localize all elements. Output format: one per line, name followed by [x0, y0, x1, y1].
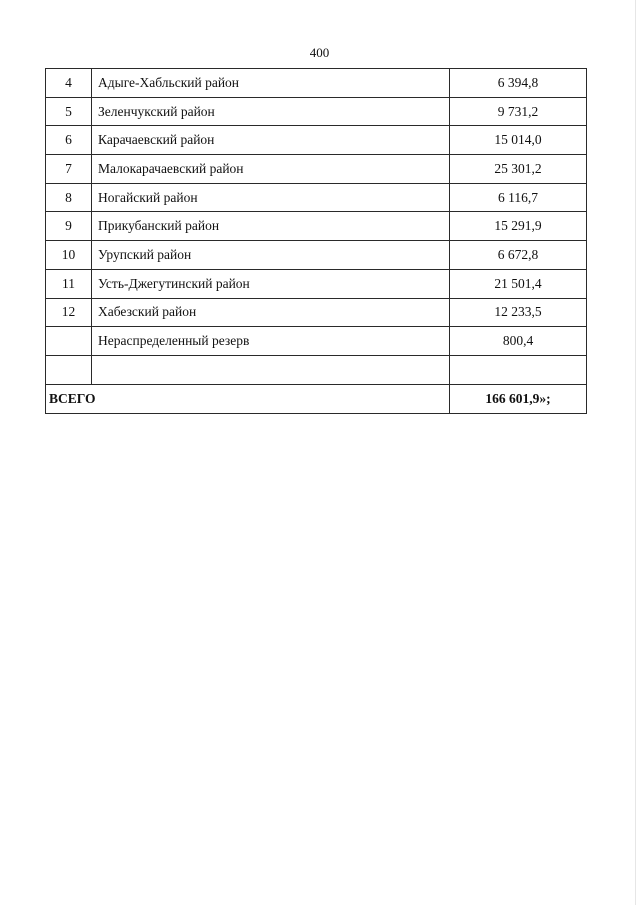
- reserve-name: Нераспределенный резерв: [92, 327, 450, 356]
- amount-value: 12 233,5: [450, 298, 587, 327]
- district-allocation-table: [45, 68, 587, 414]
- table-row: [46, 212, 587, 241]
- total-value: 166 601,9»;: [450, 384, 587, 414]
- table-row: [46, 126, 587, 155]
- table-row: [46, 97, 587, 126]
- district-name: Малокарачаевский район: [92, 155, 450, 184]
- table-row: [46, 327, 587, 356]
- row-number: 7: [46, 155, 92, 184]
- amount-value: 15 291,9: [450, 212, 587, 241]
- amount-value: 9 731,2: [450, 97, 587, 126]
- district-name: Урупский район: [92, 241, 450, 270]
- district-name: Усть-Джегутинский район: [92, 269, 450, 298]
- table-row: [46, 69, 587, 98]
- row-number: 11: [46, 269, 92, 298]
- amount-value: 6 394,8: [450, 69, 587, 98]
- district-name: Прикубанский район: [92, 212, 450, 241]
- page-number: 400: [309, 45, 330, 60]
- amount-value: 6 672,8: [450, 241, 587, 270]
- reserve-value: 800,4: [450, 327, 587, 356]
- row-number: 5: [46, 97, 92, 126]
- row-number: 9: [46, 212, 92, 241]
- empty-cell: [92, 355, 450, 384]
- total-label: ВСЕГО: [46, 384, 450, 414]
- amount-value: 6 116,7: [450, 183, 587, 212]
- scan-edge-line: [635, 0, 636, 905]
- district-name: Хабезский район: [92, 298, 450, 327]
- amount-value: 25 301,2: [450, 155, 587, 184]
- total-row: [46, 384, 587, 414]
- amount-value: 21 501,4: [450, 269, 587, 298]
- table-row: [46, 241, 587, 270]
- row-number: [46, 355, 92, 384]
- row-number: 6: [46, 126, 92, 155]
- table-row-empty: [46, 355, 587, 384]
- amount-value: 15 014,0: [450, 126, 587, 155]
- table-row: [46, 155, 587, 184]
- row-number: 10: [46, 241, 92, 270]
- empty-cell: [450, 355, 587, 384]
- district-name: Зеленчукский район: [92, 97, 450, 126]
- district-name: Ногайский район: [92, 183, 450, 212]
- table-row: [46, 183, 587, 212]
- table-row: [46, 298, 587, 327]
- table-row: [46, 269, 587, 298]
- row-number: 12: [46, 298, 92, 327]
- row-number: [46, 327, 92, 356]
- row-number: 8: [46, 183, 92, 212]
- district-name: Карачаевский район: [92, 126, 450, 155]
- row-number: 4: [46, 69, 92, 98]
- district-name: Адыге-Хабльский район: [92, 69, 450, 98]
